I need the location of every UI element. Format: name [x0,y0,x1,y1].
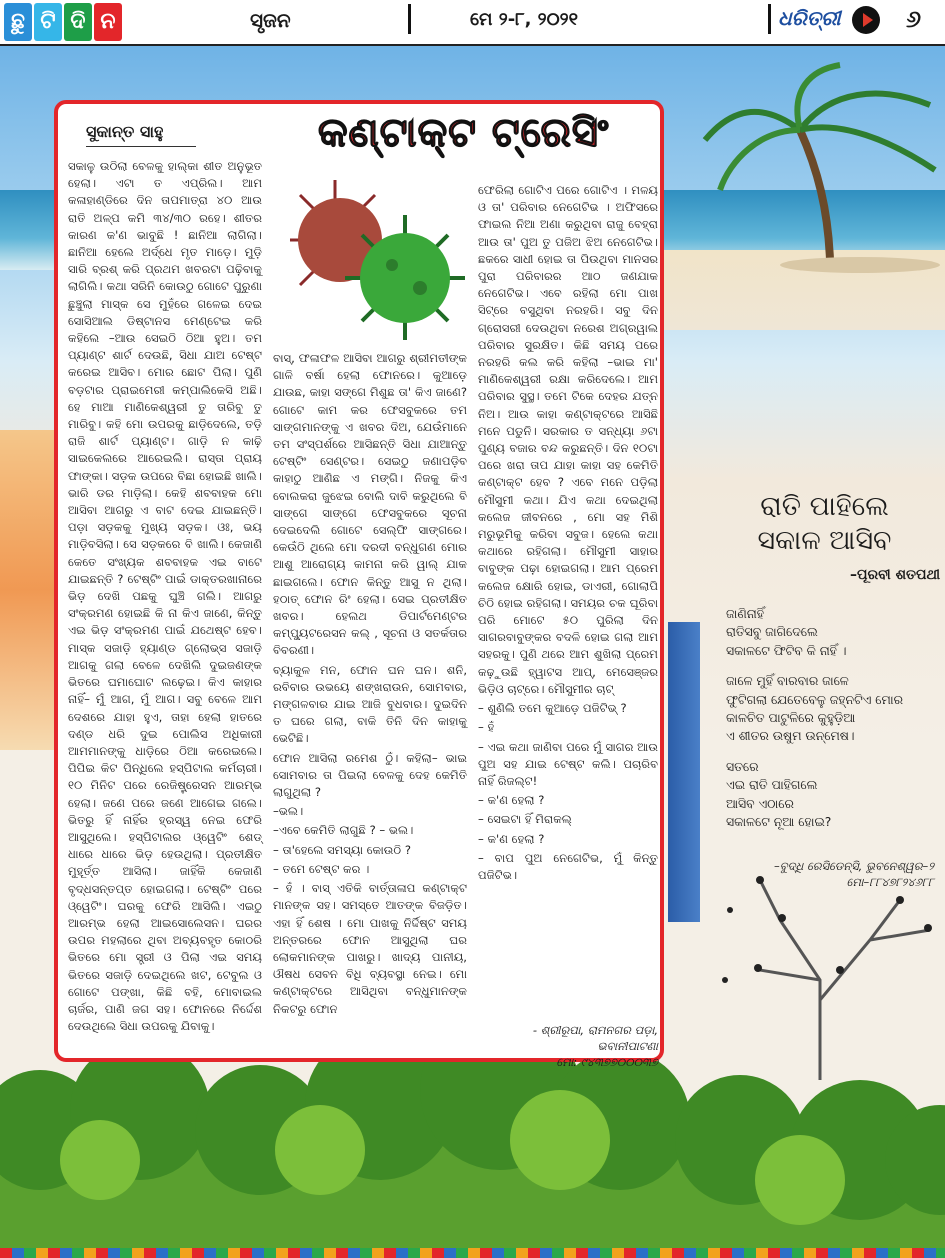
poem-stanza: ଜାଣିନାହିଁ ରାତିସବୁ ଜାଗିଦେଲେ ସକାଳଟେ ଫିଟିବ କି ନାହିଁ । [726,606,847,658]
brand-letter: ଦି [64,3,92,41]
section-title: ସୃଜନ [250,8,291,32]
brand-letter: ଛୁ [4,3,32,41]
paragraph: ସକାଳୁ ଉଠିଲା ବେଳକୁ ହାଲ୍କା ଶୀତ ଅନୁଭୂତ ହେଲା। ଏଟା ତ ଏପ୍ରିଲ। ଆମ କଳାହାଣ୍ଡିରେ ଦିନ ତାପମାତ୍ରା ୪୦ ଆଉ ରାତି ଅଳ୍ପ କମି ୩୪/୩୦ ରହେ। ଶୀତର କାରଣ କ'ଣ ଭାବୁଛି ! ଛାନିଆ ଲାଗିଲା। ଛାନିଆ ହେଲେ ଅର୍ଦ୍ଧେ ମୃତ ମାଡ଼େ। ମୁଡ଼ି ସାରି ବ୍ରଶ୍ କରି ପ୍ରଥମ ଖବରଟା ପଢ଼ିବାକୁ ଲାଗିଲି। କଥା ସରିନି କୋଉଠୁ ଗୋଟେ ପୁରୁଣା ଛୁଞ୍ଚୁଲା ମାସ୍କ ସେ ମୁହଁରେ ଗଳେଇ ଦେଇ ସୋସିଆଲ ଡିଷ୍ଟାନସ ମେଣ୍ଟେଇ କରି କହିଲେ –ଆଉ ସେଇଠି ଠିଆ ହୁଅ। ତମ ପ୍ୟାଣ୍ଟ ଶାର୍ଟ ଦେଉଛି, ସିଧା ଯାଅ ଟେଷ୍ଟ କରେଇ ଆସିବ। ମୋର ଛୋଟ ପିଲା। ପୁଣି ବଡ଼ଟାର ପ୍ରାଇମେରୀ କମ୍ପାଲିକେସି ଅଛି। ହେ ମାଆ ମାଣିକେଶ୍ୱରୀ ତୁ ତାରିବୁ ତୁ ମାରିବୁ। କହି ମୋ ଉପରକୁ ଛାଡ଼ିଦେଲେ, ତଡ଼ି ରାଜି ଶାର୍ଟ ପ୍ୟାଣ୍ଟ। ଗାଡ଼ି ନ କାଢ଼ି ସାଇକେଲରେ ଆରେଇଲି। ରାସ୍ତା ପ୍ରାୟ ଫାଙ୍କା। ସଡ଼କ ଉପରେ ବିଛା ହୋଇଛି ଖାଲି। ଭାରି ଡର ମାଡ଼ିଲା। କେହି ଶବବାହକ ମୋ ଆସିବା ଆଗରୁ ଏ ବାଟ ଦେଇ ଯାଇଛନ୍ତି। ପଡ଼ା ସଡ଼କକୁ ମୁଖ୍ୟ ସଡ଼କ। ଓଃ, ଭୟ ମାଡ଼ିବସିଲା। ସେ ସଡ଼କରେ ବି ଖାଲି। କେଜାଣି କେତେ ସଂଖ୍ୟକ ଶବବାହକ ଏଇ ବାଟେ ଯାଇଛନ୍ତି ? ଟେଷ୍ଟିଂ ପାଇଁ ଡାକ୍ତରଖାନାରେ ଭିଡ଼ ଦେଖି ପଛକୁ ଘୁଞ୍ଚି ଗଲି। ଆଗରୁ ସଂକ୍ରମଣ ହୋଇଛି କି ନା କିଏ ଜାଣେ, କିନ୍ତୁ ଏଇ ଭିଡ଼ ସଂକ୍ରମଣ ପାଇଁ ଯଥେଷ୍ଟ ହେବ। ମାସ୍କ ସଜାଡ଼ି ହ୍ୟାଣ୍ଡ ଗ୍ଲୋଭ୍ସ ସଜାଡ଼ି ଆଗକୁ ଗଲା ବେଳେ ଦେଖିଲି ଦୁଇଜଣଙ୍କ ଭିତରେ ଘମାଘୋଟ ଲଢ଼େଇ। କିଏ କାହାର ନାହିଁ– ମୁଁ ଆଗ, ମୁଁ ଆଗ। ସବୁ ବେଳେ ଆମ ଦେଶରେ ଯାହା ହୁଏ, ତାହା ହେଲା ହାତରେ ଦଣ୍ଡ ଧରି ଦୁଇ ପୋଲିସ ଅଧିକାରୀ ଆମମାନଙ୍କୁ ଧାଡ଼ିରେ ଠିଆ କରେଇଲେ। ପିପିଇ କିଟ ପିନ୍ଧିଲେ ହସ୍ପିଟାଲ କର୍ମଚାରୀ। ୧୦ ମିନିଟ ପରେ ରେଜିଷ୍ଟ୍ରେସନ ଆରମ୍ଭ ହେଲା। ଜଣେ ପରେ ଜଣେ ଆଗେଇ ଗଲେ। ଭିତରୁ ହିଁ ନାହିଁର ହ୍ରସ୍ୱ ନେଇ ଫେରି ଆସୁଥିଲେ। ହସ୍ପିଟାଲର ଓ୍ୱେଟିଂ ଶେଡ୍ ଧାରେ ଧାରେ ଭିଡ଼ ହେଉଥିଲା। ପ୍ରତୀକ୍ଷିତ ମୁହୂର୍ତ୍ତ ଆସିଲା। ଜାହିଁକି କେଜାଣି ବୃଦ୍ଧସନ୍ତପ୍ତ ହୋଇଗଲା। ଟେଷ୍ଟିଂ ପରେ ଓ୍ୱେଟିଂ। ଘରକୁ ଫେରି ଆସିଲି। ଏଇଠୁ ଆରମ୍ଭ ହେଲା ଆଇସୋଲେସନ। ଘରର ଉପର ମହଲାରେ ଥିବା ଅବ୍ୟବହୃତ କୋଠରି ଭିତରେ ମୋ ସ୍ତ୍ରୀ ଓ ପିଲା ଏଇ ସମୟ ଭିତରେ ସଜାଡ଼ି ଦେଇଥିଲେ ଖଟ, ଟେବୁଲ ଓ ଗୋଟେ ପଙ୍ଖା, କିଛି ବହି, ମୋବାଇଲ ଚାର୍ଜର, ପାଣି ଜଗ ସହ। ଫୋନରେ ନିର୍ଦ୍ଦେଶ ଦେଉଥିଲେ ସିଧା ଉପରକୁ ଯିବାକୁ। [68,159,262,1034]
signoff-line: ମୋ: ୯୪୩୭୭୦୦୦୩୭ [556,1055,658,1069]
story-title: କଣ୍ଟାକ୍ଟ ଟ୍ରେସିଂ [318,110,610,156]
story-column-3 [478,182,658,882]
brand-letter: ନ [94,3,122,41]
play-icon [852,6,880,34]
brand-letter: ଟି [34,3,62,41]
issue-date: ମେ ୨-୮, ୨୦୨୧ [470,9,579,30]
paragraph: – କ'ଣ ହେଲା ? [478,793,545,808]
header-divider [768,4,771,34]
story-column-1 [68,158,262,1038]
paragraph: –ଭଲ। [273,804,304,819]
page-number: ୬ [906,5,922,33]
paragraph: – ହଁ [478,720,495,735]
poem-body [726,605,936,843]
newspaper-name: ଧରିତ୍ରୀ [778,6,841,30]
paragraph: – ସେଇଟା ହିଁ ମିରାକଲ୍ [478,812,572,827]
signoff-line: ଭବାନୀପାଟଣା [597,1039,658,1053]
poem-sign-line: –ବୁଦ୍ଧି ରେସିଡେନ୍ସି, ଭୁବନେଶ୍ୱର–୨ [774,859,934,873]
paragraph: – ବାପ ପୁଅ ନେଗେଟିଭ, ମୁଁ କିନ୍ତୁ ପଜିଟିଭ। [478,850,658,882]
page-header [0,0,945,46]
poem-stanza: ସତରେ ଏଇ ରାତି ପାହିଗଲେ ଆସିବ ଏଠାରେ ସକାଳଟେ ନୂଆ ହୋଇ? [726,758,832,830]
paragraph: – କ'ଣ ହେଲା ? [478,831,545,846]
paragraph: ଫେରିଲା ଗୋଟିଏ ପରେ ଗୋଟିଏ । ମଳୟ ଓ ତା' ପରିବାର ନେଗେଟିଭ । ଅଫିସରେ ଫାଇଲ ନିଆ ଅଣା କରୁଥିବା ରାଜୁ ବେହ୍ରା ଆଉ ତା' ପୁଅ ତୁ ପଜିଅ ଝିଅ ନେଗେଟିଭ। ଛକରେ ସାଧୀ ହୋଇ ତା ପିଉଥିବା ମାନସର ପୁରା ପରିବାରର ଆଠ ଜଣଯାକ ନେଗେଟିଭ। ଏବେ ରହିଲା ମୋ ପାଖ ସିଟ୍‌ରେ ବସୁଥିବା ନରହରି। ସବୁ ଦିନ ଗ୍ରୋସରୀ ଦେଉଥିବା ନରେଶ ଅଗ୍ରୱାଲ ପରିବାର ସୁରକ୍ଷିତ। କିଛି ସମୟ ପରେ ନରହରି କଲ କରି କହିଲା –ଭାଇ ମା' ମାଣିକେଶ୍ୱରୀ ରକ୍ଷା କରିଦେଲେ। ଆମ ପରିବାର ସୁସ୍ଥ। ତମେ ଟିକେ ଦେହର ଯତ୍ନ ନିଅ। ଆଉ କାହା କଣ୍ଟାକ୍ଟରେ ଆସିଛି ମନେ ପଡୁନି। ସରକାର ତ ସନ୍ଧ୍ୟା ୬ଟା ପୁଣ୍ୟ ବଜାର ବନ୍ଦ କରୁଛନ୍ତି। ଦିନ ୧୦ଟା ପରେ ଖରା ତାପ ଯାହା କାହା ସହ କେମିତି କଣ୍ଟାକ୍ଟ ହେବ ? ଏବେ ମନେ ପଡ଼ିଲା ମୌସୁମୀ କଥା। ଯିଏ କଥା ଦେଇଥିଲା କଲେଜ ଜୀବନରେ , ମୋ ସହ ମିଶି ମରୁଭୂମିକୁ କରିବା ସବୁଜ। ହେଲେ କଥା କଥାରେ ରହିଗଲା। ମୌସୁମୀ ସାହାର ବାବୁଙ୍କ ପଢ଼ା ହୋଇଗଲା। ଆମ ପ୍ରେମ କଲେଜ କ୍ଷୋରି ହୋଇ, ଡାଏରୀ, ଗୋଲାପି ଚିଠି ହୋଇ ରହିଗଲା। ସମୟର ଚକ ଘୂରିବା ପରି ମୋଟେ ୫୦ ପୁରିଲା ଦିନ ସାଗରବାବୁଙ୍କର ବଦଳି ହୋଇ ଗଲା ଆମ ସହରକୁ। ପୁଣି ଥରେ ଆମ ଶୁଖିଲା ପ୍ରେମ କଢ଼ୁଉଛି ହ୍ୱାଟସ ଆପ୍, ମେସେଞ୍ଜର ଭିଡ଼ିଓ ଚାଟ୍‌ରେ। ମୌସୁମୀର ଚାଟ୍ [478,183,658,696]
paragraph: –ଏବେ କେମିତି ଲାଗୁଛି ? – ଭଲ। [273,823,414,838]
poem-title [712,490,937,558]
coronavirus-icon [280,170,470,346]
poem-author: –ପୂରବୀ ଶତପଥୀ [850,567,940,583]
decorative-blue-bar [668,622,700,922]
paragraph: – ଏଇ କଥା ଜାଣିବା ପରେ ମୁଁ ସାଗର ଆଉ ପୁଅ ସହ ଯାଇ ଟେଷ୍ଟ କଲି। ପଚାରିବ ନାହିଁ ରିଜଲ୍ଟ! [478,739,658,788]
poem-title-line: ରାତି ପାହିଲେ [760,491,889,522]
story-signoff [528,1022,658,1070]
story-column-2 [273,350,467,1050]
header-divider [408,4,411,34]
signoff-line: - ଶ୍ରୀରୂପା, ରାମନଗର ପଡ଼ା, [532,1023,658,1037]
story-byline: ସୁକାନ୍ତ ସାହୁ [86,122,164,141]
byline-rule [86,146,196,147]
palm-tree-illustration [700,60,945,270]
bottom-color-strip [0,1248,945,1258]
paragraph: – ଶୁଣିଲି ତମେ କୁଆଡ଼େ ପଜିଟିଭ୍ ? [478,701,627,716]
poem-signoff [720,858,934,890]
paragraph: ଫୋନ ଆସିଲା ରମେଶ ଠୁଁ। କହିଲା– ଭାଇ ସୋମବାର ତା ପିଇଲା ବେଳକୁ ଦେହ କେମିତି ଲାଗୁଥିଲା ? [273,750,467,800]
paragraph: – ତା'ହେଲେ ସମସ୍ୟା କୋଉଠି ? [273,842,411,857]
paragraph: ବ୍ୟାକୁଳ ମନ, ଫୋନ ଘନ ଘନ। ଶନି, ରବିବାର ଉଭୟେ ଶଙ୍ଖରାଉନ, ସୋମବାର, ମଙ୍ଗଳବାର ଯାଇ ଆଜି ବୁଧବାର। ଦୁଇଦିନ ତ ଘରେ ଗଲା, ବାକି ତିନି ଦିନ କାହାକୁ ଭେଟିଛି। [273,662,467,746]
story-box [54,100,664,1069]
paragraph: – ତମେ ଟେଷ୍ଟ କର । [273,861,370,876]
poem-title-line: ସକାଳ ଆସିବ [757,525,892,556]
paragraph: ବାସ୍, ଫଳାଫଳ ଆସିବା ଆଗରୁ ଶ୍ରୀମତୀଙ୍କ ଗାଳି ବର୍ଷା ହେଲା ଫୋନରେ। କୁଆଡ଼େ ଯାଉଛ, କାହା ସଙ୍ଗେ ମିଶୁଛ ତା' କିଏ ଜାଣେ? ଗୋଟେ କାମ କର ଫେସବୁକରେ ତମ ସାଙ୍ଗମାନଙ୍କୁ ଏ ଖବର ଦିଅ, ଯେଉଁମାନେ ତମ ସଂସ୍ପର୍ଶରେ ଆସିଛନ୍ତି ସିଧା ଯାଆନ୍ତୁ ଟେଷ୍ଟିଂ ସେଣ୍ଟର। ସେଇଠୁ ଜଣାପଡ଼ିବ କାହାଠୁ ଆଣିଛ ଏ ମଙ୍ଗି। ନିଜକୁ କିଏ ବୋଲକରା ଜୁଝେଇ ବୋଲି ଦାବି କରୁଥିଲେ ବି ସାଙ୍ଗେ ସାଙ୍ଗେ ଫେସବୁକରେ ସୂଚନା ଦେଇଦେଲି ଗୋଟେ ସେଲ୍ଫି ସାଙ୍ଗରେ। କେଉଁଠି ଥିଲେ ମୋ ଦରଦୀ ବନ୍ଧୁଗଣ ମୋର ଆଶୁ ଆରୋଗ୍ୟ କାମନା କରି ୱାଲ୍ ଯାକ ଛାଇଗଲେ। ଫୋନ କିନ୍ତୁ ଆସୁ ନ ଥିଲା। ହଠାତ୍ ଫୋନ ରିଂ ହେଲା। ସେଇ ପ୍ରତୀକ୍ଷିତ ଖବର। ହେଲଥ ଡିପାର୍ଟମେଣ୍ଟର କମ୍ପ୍ୟୁଟରେସନ କଲ୍ , ସୂଚନା ଓ ସତର୍କତାର ବିବରଣୀ। [273,351,467,658]
paragraph: – ହଁ । ବାସ୍ ଏତିକି ବାର୍ତ୍ତାଳାପ କଣ୍ଟାକ୍ଟ ମାନଙ୍କ ସହ। ସମସ୍ତେ ଆତଙ୍କ ବିଜଡ଼ିତ। ଏହା ହିଁ ଶେଷ । ମୋ ପାଖକୁ ନିର୍ଦ୍ଦିଷ୍ଟ ସମୟ ଅନ୍ତରରେ ଫୋନ ଆସୁଥିଲା ଘର ଲୋକମାନଙ୍କ ପାଖରୁ। ଖାଦ୍ୟ ପାନୀୟ, ଔଷଧ ସେବନ ବିଧି ବ୍ୟବସ୍ଥା ନେଇ। ମୋ କଣ୍ଟାକ୍ଟରେ ଆସିଥିବା ବନ୍ଧୁମାନଙ୍କ ନିକଟରୁ ଫୋନ [273,881,467,1016]
poem-stanza: ଜାଳେ ମୁହିଁ ବାରବାର ଜାଳେ ଫୁଟିଗଲା ଯେତେବେଳୁ ଜହ୍ନଟିଏ ମୋର କାଳଚିତ ପାଟୁଳିରେ କୁହୁଡ଼ିଆ ଏ ଶୀତର ଉଷୁମ ଉନ୍ମେଷ। [726,673,903,744]
brand-logo [4,3,122,41]
poem-sign-line: ମୋ–୮୮୪୭୮୨୪୬୮୮ [846,875,934,889]
